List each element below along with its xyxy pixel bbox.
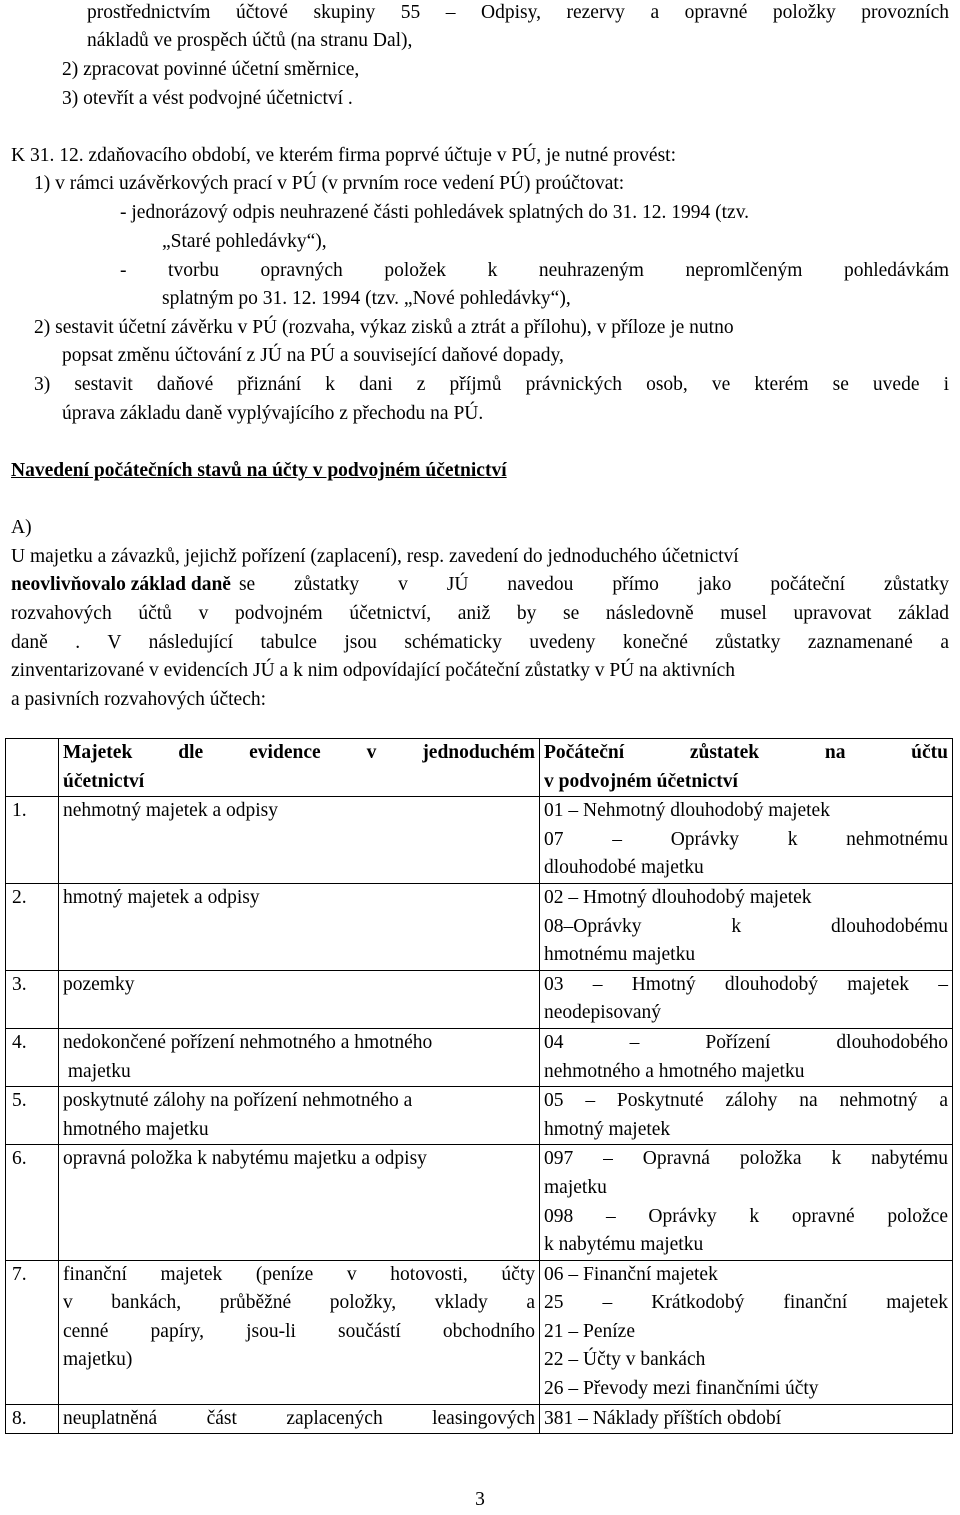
table-row bbox=[6, 1145, 953, 1260]
paragraph-line-5: zinventarizované v evidencích JÚ a k nim odpovídající počáteční zůstatky v PÚ na aktivních bbox=[11, 660, 735, 681]
row-number: 2. bbox=[6, 883, 59, 970]
row-number: 7. bbox=[6, 1260, 59, 1404]
row-right-line: 06 – Finanční majetek bbox=[544, 1263, 718, 1285]
row-left-cell bbox=[59, 883, 540, 970]
row-right-line: dlouhodobé majetku bbox=[544, 857, 704, 879]
row-right-line: nehmotného a hmotného majetku bbox=[544, 1060, 805, 1082]
table-header-row bbox=[6, 739, 953, 797]
row-right-cell bbox=[540, 970, 953, 1028]
row-right-line: 21 – Peníze bbox=[544, 1320, 635, 1342]
k-section-bullet-1b: „Staré pohledávky“), bbox=[162, 231, 327, 252]
paragraph-line-2-rest: se zůstatky v JÚ navedou přímo jako počáteční zůstatky bbox=[238, 574, 949, 595]
row-right-line: 04 – Pořízení dlouhodobého bbox=[544, 1031, 948, 1053]
paragraph-line-4: daně . V následující tabulce jsou schématicky uvedeny konečné zůstatky zaznamenané a bbox=[11, 632, 949, 653]
paragraph-bold-phrase: neovlivňovalo základ daně bbox=[11, 574, 231, 595]
page-number: 3 bbox=[475, 1489, 485, 1510]
row-right-line: 098 – Oprávky k opravné položce bbox=[544, 1205, 948, 1227]
row-number: 4. bbox=[6, 1028, 59, 1086]
row-left-line: finanční majetek (peníze v hotovosti, účty bbox=[63, 1263, 535, 1285]
row-left-cell bbox=[59, 797, 540, 884]
paragraph-line-3: rozvahových účtů v podvojném účetnictví, aniž by se následovně musel upravovat základ bbox=[11, 603, 949, 624]
row-left-line: neuplatněná část zaplacených leasingových bbox=[63, 1407, 535, 1429]
table-row bbox=[6, 970, 953, 1028]
header-left-line-1: Majetek dle evidence v jednoduchém bbox=[63, 742, 535, 763]
k-section-item-1: 1) v rámci uzávěrkových prací v PÚ (v prvním roce vedení PÚ) proúčtovat: bbox=[34, 173, 625, 194]
k-section-item-2a: 2) sestavit účetní závěrku v PÚ (rozvaha, výkaz zisků a ztrát a přílohu), v příloze je nutno bbox=[34, 317, 734, 338]
intro-line-2: nákladů ve prospěch účtů (na stranu Dal), bbox=[87, 30, 413, 51]
row-right-line: 03 – Hmotný dlouhodobý majetek – bbox=[544, 973, 948, 995]
row-right-cell bbox=[540, 1028, 953, 1086]
intro-line-4: 3) otevřít a vést podvojné účetnictví . bbox=[62, 88, 353, 109]
row-number: 3. bbox=[6, 970, 59, 1028]
row-left-line: cenné papíry, jsou-li součástí obchodního bbox=[63, 1320, 535, 1342]
table-row bbox=[6, 1087, 953, 1145]
row-left-cell bbox=[59, 1404, 540, 1434]
row-number: 6. bbox=[6, 1145, 59, 1260]
row-right-line: 26 – Převody mezi finančními účty bbox=[544, 1378, 819, 1400]
row-right-line: 07 – Oprávky k nehmotnému bbox=[544, 828, 948, 850]
k-section-item-3a: 3) sestavit daňové přiznání k dani z příjmů právnických osob, ve kterém se uvede i bbox=[34, 374, 949, 395]
row-left-cell bbox=[59, 1087, 540, 1145]
row-right-cell bbox=[540, 1087, 953, 1145]
paragraph-label: A) bbox=[11, 517, 32, 538]
row-right-line: 05 – Poskytnuté zálohy na nehmotný a bbox=[544, 1090, 948, 1112]
row-left-line: nedokončené pořízení nehmotného a hmotného bbox=[63, 1031, 433, 1053]
row-right-line: 381 – Náklady příštích období bbox=[544, 1407, 782, 1429]
row-right-line: hmotný majetek bbox=[544, 1118, 671, 1140]
k-section-bullet-2a: - tvorbu opravných položek k neuhrazeným nepromlčeným pohledávkám bbox=[120, 260, 949, 281]
row-left-cell bbox=[59, 1145, 540, 1260]
row-left-cell bbox=[59, 1260, 540, 1404]
row-right-line: 22 – Účty v bankách bbox=[544, 1349, 706, 1371]
row-right-line: majetku bbox=[544, 1176, 607, 1198]
row-right-line: 25 – Krátkodobý finanční majetek bbox=[544, 1292, 948, 1314]
k-section-bullet-1a: - jednorázový odpis neuhrazené části pohledávek splatných do 31. 12. 1994 (tzv. bbox=[120, 202, 750, 223]
row-right-line: 01 – Nehmotný dlouhodobý majetek bbox=[544, 800, 830, 822]
paragraph-line-1: U majetku a závazků, jejichž pořízení (zaplacení), resp. zavedení do jednoduchého účetnictví bbox=[11, 546, 739, 567]
row-left-line: pozemky bbox=[63, 973, 135, 995]
paragraph-line-6: a pasivních rozvahových účtech: bbox=[11, 689, 267, 710]
header-right-line-1: Počáteční zůstatek na účtu bbox=[544, 742, 948, 763]
row-left-line: nehmotný majetek a odpisy bbox=[63, 800, 278, 822]
k-section-bullet-2b: splatným po 31. 12. 1994 (tzv. „Nové pohledávky“), bbox=[162, 288, 571, 309]
row-right-line: neodepisovaný bbox=[544, 1002, 661, 1024]
k-section-item-3b: úprava základu daně vyplývajícího z přechodu na PÚ. bbox=[62, 403, 484, 424]
row-right-line: 02 – Hmotný dlouhodobý majetek bbox=[544, 886, 812, 908]
table-row bbox=[6, 1404, 953, 1434]
row-right-cell bbox=[540, 1404, 953, 1434]
row-left-line: opravná položka k nabytému majetku a odpisy bbox=[63, 1148, 427, 1170]
row-right-cell bbox=[540, 797, 953, 884]
row-left-line: poskytnuté zálohy na pořízení nehmotného a bbox=[63, 1090, 413, 1112]
header-left-line-2: účetnictví bbox=[63, 770, 145, 792]
row-right-line: 08–Oprávky k dlouhodobému bbox=[544, 915, 948, 937]
row-number: 1. bbox=[6, 797, 59, 884]
section-heading: Navedení počátečních stavů na účty v podvojném účetnictví bbox=[11, 460, 507, 481]
row-right-cell bbox=[540, 883, 953, 970]
table-row bbox=[6, 797, 953, 884]
row-left-line: majetku bbox=[63, 1060, 131, 1082]
opening-balances-table bbox=[5, 738, 953, 1434]
table-row bbox=[6, 1260, 953, 1404]
intro-line-1: prostřednictvím účtové skupiny 55 – Odpisy, rezervy a opravné položky provozních bbox=[87, 2, 949, 23]
row-number: 5. bbox=[6, 1087, 59, 1145]
row-right-line: hmotnému majetku bbox=[544, 944, 696, 966]
k-section-item-2b: popsat změnu účtování z JÚ na PÚ a související daňové dopady, bbox=[62, 345, 564, 366]
k-section-heading: K 31. 12. zdaňovacího období, ve kterém firma poprvé účtuje v PÚ, je nutné provést: bbox=[11, 145, 676, 166]
row-right-line: 097 – Opravná položka k nabytému bbox=[544, 1148, 948, 1170]
row-right-line: k nabytému majetku bbox=[544, 1234, 704, 1256]
table-row bbox=[6, 1028, 953, 1086]
paragraph-line-2 bbox=[11, 571, 949, 600]
header-left-cell bbox=[59, 739, 540, 797]
row-left-cell bbox=[59, 1028, 540, 1086]
row-left-line: v bankách, průběžné položky, vklady a bbox=[63, 1292, 535, 1314]
row-left-line: hmotný majetek a odpisy bbox=[63, 886, 260, 908]
row-left-line: majetku) bbox=[63, 1349, 133, 1371]
table-row bbox=[6, 883, 953, 970]
header-right-cell bbox=[540, 739, 953, 797]
row-left-cell bbox=[59, 970, 540, 1028]
header-num-cell bbox=[6, 739, 59, 797]
row-right-cell bbox=[540, 1260, 953, 1404]
row-right-cell bbox=[540, 1145, 953, 1260]
header-right-line-2: v podvojném účetnictví bbox=[544, 770, 738, 792]
intro-line-3: 2) zpracovat povinné účetní směrnice, bbox=[62, 59, 360, 80]
row-left-line: hmotného majetku bbox=[63, 1118, 209, 1140]
row-number: 8. bbox=[6, 1404, 59, 1434]
